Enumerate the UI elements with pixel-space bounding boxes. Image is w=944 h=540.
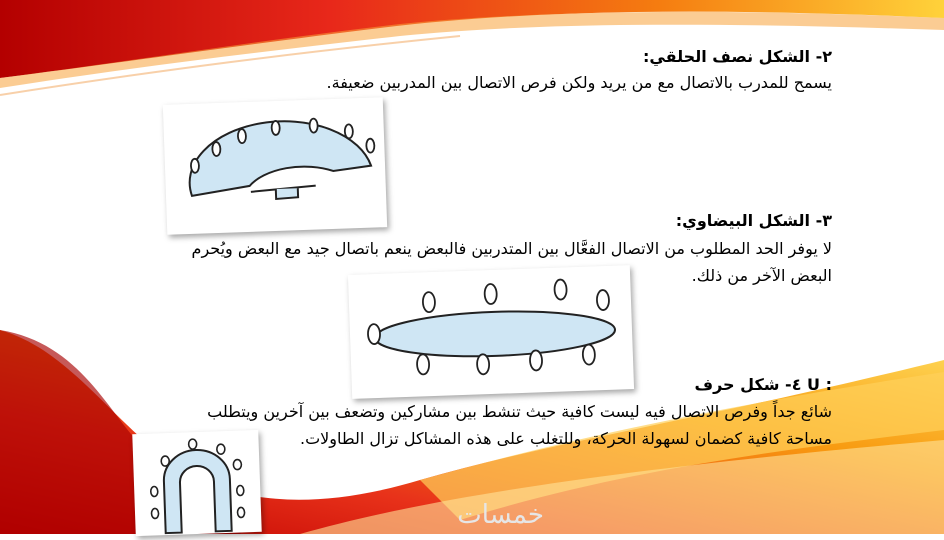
section-2-text: يسمح للمدرب بالاتصال مع من يريد ولكن فرص الاتصال بين المدربين ضعيفة. [326, 73, 832, 92]
u-shape-seating-diagram-icon [132, 430, 261, 536]
section-4-text-line-1: شائع جداً وفرص الاتصال فيه ليست كافية حيث تنشط بين مشاركين وتضعف بين آخرين ويتطلب [207, 402, 832, 421]
semicircle-figure [163, 97, 387, 235]
watermark: خمسات [457, 500, 544, 530]
section-2-heading: ٢- الشكل نصف الحلقي: [643, 47, 832, 66]
section-3-text-line-2: البعض الآخر من ذلك. [691, 266, 832, 285]
oval-figure [348, 265, 634, 399]
semicircle-seating-diagram-icon [163, 97, 387, 235]
u-shape-figure [132, 430, 261, 536]
section-3-text-line-1: لا يوفر الحد المطلوب من الاتصال الفعَّال بين المتدربين فالبعض ينعم باتصال جيد مع البعض ويُحرم [191, 239, 832, 258]
oval-seating-diagram-icon [348, 265, 634, 399]
section-4-heading: : U ٤- شكل حرف [694, 375, 832, 394]
section-3-heading: ٣- الشكل البيضاوي: [675, 211, 832, 230]
section-4-text-line-2: مساحة كافية كضمان لسهولة الحركة، وللتغلب على هذه المشاكل تزال الطاولات. [299, 429, 832, 448]
